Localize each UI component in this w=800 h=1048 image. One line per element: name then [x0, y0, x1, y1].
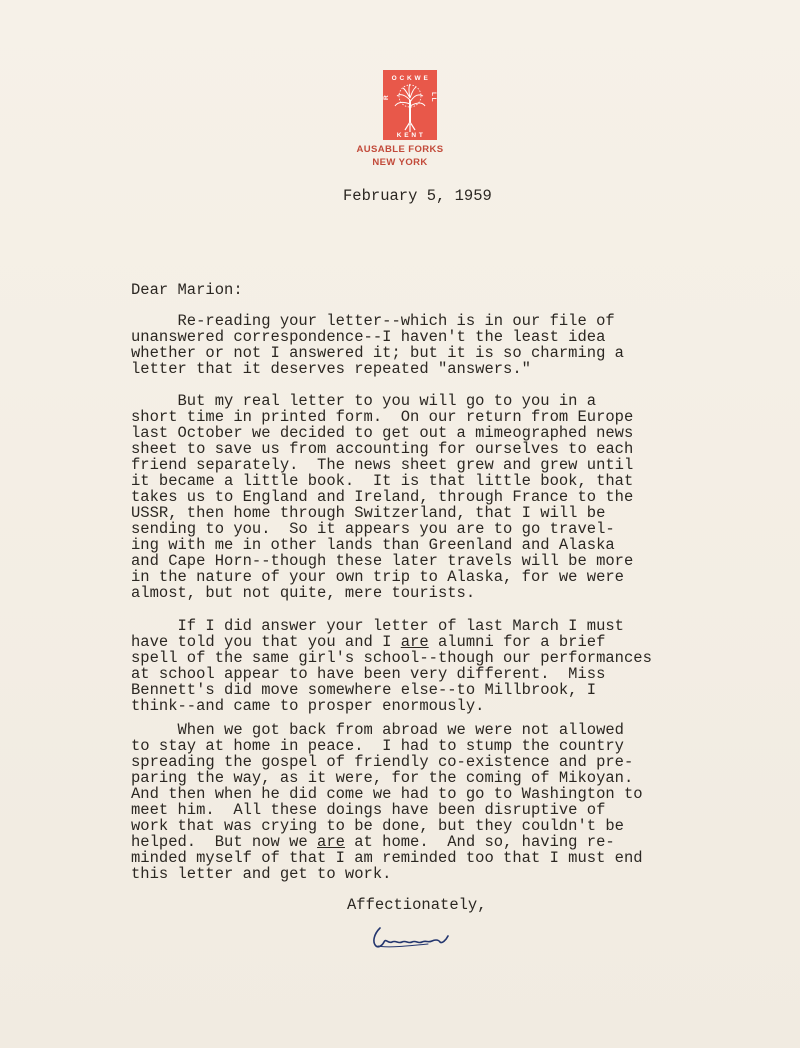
text-line: to stay at home in peace. I had to stump the country — [131, 737, 624, 755]
paragraph-4 — [131, 722, 671, 882]
paragraph-2 — [131, 393, 671, 601]
tree-icon — [383, 70, 437, 140]
rockwell-kent-logo — [383, 70, 437, 140]
text-line: this letter and get to work. — [131, 865, 392, 883]
svg-text:R: R — [383, 95, 390, 100]
underlined-word: are — [400, 633, 429, 651]
svg-text:O C K W E: O C K W E — [391, 75, 429, 82]
text-line: at school appear to have been very different. Miss — [131, 665, 606, 683]
text-line: USSR, then home through Switzerland, that I will be — [131, 504, 606, 522]
text-line: helped. But now we are at home. And so, having re- — [131, 833, 615, 851]
text-line: sending to you. So it appears you are to go travel- — [131, 520, 615, 538]
text-line: friend separately. The news sheet grew and grew until — [131, 456, 634, 474]
text-line: If I did answer your letter of last March I must — [131, 617, 624, 635]
svg-text:L L: L L — [430, 92, 437, 102]
text-line: Re-reading your letter--which is in our file of — [131, 312, 615, 330]
letterhead-town: AUSABLE FORKS — [356, 144, 444, 155]
letter-date: February 5, 1959 — [343, 187, 492, 205]
text-line: letter that it deserves repeated "answers." — [131, 360, 531, 378]
text-line: last October we decided to get out a mimeographed news — [131, 424, 634, 442]
handwritten-signature — [368, 920, 458, 961]
text-line: whether or not I answered it; but it is so charming a — [131, 344, 624, 362]
paragraph-1 — [131, 313, 671, 377]
text-line: and Cape Horn--though these later travels will be more — [131, 552, 634, 570]
text-line: takes us to England and Ireland, through France to the — [131, 488, 634, 506]
text-line: in the nature of your own trip to Alaska, for we were — [131, 568, 624, 586]
text-line: sheet to save us from accounting for ourselves to each — [131, 440, 634, 458]
text-line: almost, but not quite, mere tourists. — [131, 584, 476, 602]
text-line: minded myself of that I am reminded too that I must end — [131, 849, 643, 867]
text-line: ing with me in other lands than Greenland and Alaska — [131, 536, 615, 554]
text-line: it became a little book. It is that little book, that — [131, 472, 634, 490]
text-line: And then when he did come we had to go to Washington to — [131, 785, 643, 803]
closing: Affectionately, — [347, 896, 487, 914]
svg-text:K E N T: K E N T — [396, 132, 424, 139]
underlined-word: are — [317, 833, 345, 851]
text-line: spreading the gospel of friendly co-existence and pre- — [131, 753, 634, 771]
text-line: meet him. All these doings have been disruptive of — [131, 801, 606, 819]
text-line: short time in printed form. On our return from Europe — [131, 408, 634, 426]
text-line: Bennett's did move somewhere else--to Millbrook, I — [131, 681, 597, 699]
text-line: work that was crying to be done, but they couldn't be — [131, 817, 624, 835]
salutation: Dear Marion: — [131, 281, 243, 299]
text-line: paring the way, as it were, for the coming of Mikoyan. — [131, 769, 634, 787]
text-line: have told you that you and I are alumni for a brief — [131, 633, 606, 651]
text-line: But my real letter to you will go to you in a — [131, 392, 597, 410]
text-line: When we got back from abroad we were not allowed — [131, 721, 624, 739]
text-line: unanswered correspondence--I haven't the least idea — [131, 328, 606, 346]
text-line: spell of the same girl's school--though our performances — [131, 649, 652, 667]
letterhead-state: NEW YORK — [372, 157, 428, 168]
paragraph-3 — [131, 618, 671, 714]
text-line: think--and came to prosper enormously. — [131, 697, 485, 715]
